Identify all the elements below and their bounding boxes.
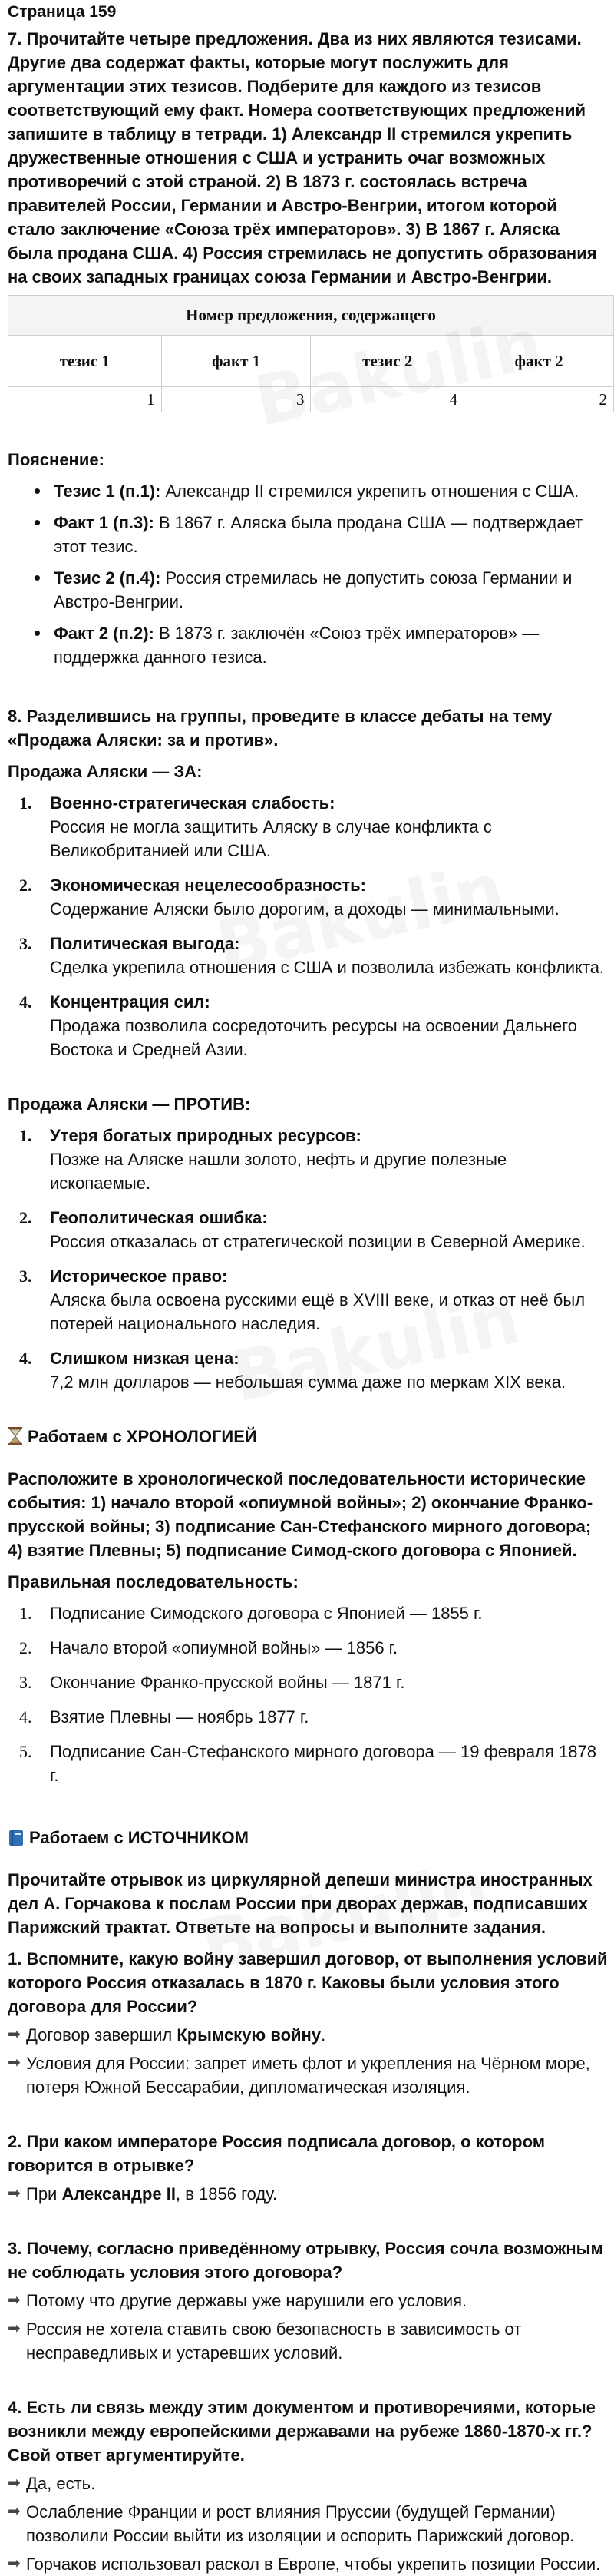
list-item [54,511,608,558]
chronology-section [8,1425,608,1787]
item-number: 1. [19,1604,32,1623]
item-number: 4. [19,992,32,1012]
answer-line: ➡ Ослабление Франции и рост влияния Пруссии (будущей Германии) позволили России выйти из изоляции и оспорить Парижский договор. [8,2500,608,2548]
pro-heading: Продажа Аляски — ЗА: [8,762,203,781]
table-header-cell: факт 2 [464,336,614,387]
list-item [54,566,608,614]
arrow-right-icon: ➡ [8,2320,21,2337]
item-text: Содержание Аляски было дорогим, а доходы — минимальными. [50,899,560,919]
source-task: Прочитайте отрывок из циркулярной депеши министра иностранных дел А. Горчакова к послам России при дворах держав, подписавших Парижский трактат. Ответьте на вопросы и выполните задания. [8,1870,593,1937]
task-7-text: 7. Прочитайте четыре предложения. Два из них являются тезисами. Другие два содержат факты, которые могут послужить для аргументации этих тезисов. Подберите для каждого из тезисов соответствующий ему факт. Номера соответствующих предложений запишите в таблицу в тетради. 1) Александр II стремился укрепить дружественные отношения с США и устранить очаг возможных противоречий с этой страной. 2) В 1873 г. состоялась встреча правителей России, Германии и Австро-Венгрии, итогом которой стало заключение «Союза трёх императоров». 3) В 1867 г. Аляска была продана США. 4) Россия стремилась не допустить образования на своих западных границах союза Германии и Австро-Венгрии. [8,29,597,286]
item-number: 4. [19,1349,32,1368]
item-label: Тезис 2 (п.4): [54,568,161,588]
table-cell: 2 [464,387,614,412]
question-3: 3. Почему, согласно приведённому отрывку, Россия сочла возможным не соблюдать условия этого договора? [8,2239,603,2282]
item-text: Россия не могла защитить Аляску в случае конфликта с Великобританией или США. [50,817,492,860]
item-number: 2. [19,1208,32,1227]
item-number: 3. [19,934,32,953]
item-number: 2. [19,1638,32,1657]
list-item [19,1264,608,1336]
task-8-section [8,704,608,1394]
item-text: Окончание Франко-прусской войны — 1871 г. [50,1673,405,1692]
item-title: Слишком низкая цена: [50,1349,239,1368]
item-text: Позже на Аляске нашли золото, нефть и другие полезные ископаемые. [50,1150,507,1193]
table-header-cell: факт 1 [161,336,311,387]
item-text: Россия стремилась не допустить союза Германии и Австро-Венгрии. [54,568,573,611]
item-title: Историческое право: [50,1266,228,1286]
item-title: Утеря богатых природных ресурсов: [50,1126,361,1145]
table-header-cell: тезис 1 [8,336,162,387]
item-title: Концентрация сил: [50,992,210,1012]
item-text: 7,2 млн долларов — небольшая сумма даже по меркам XIX века. [50,1372,566,1392]
hourglass-icon [8,1427,23,1452]
table-header-cell: тезис 2 [311,336,464,387]
answer-line: ➡ Потому что другие державы уже нарушили его условия. [8,2289,608,2313]
list-item [19,932,608,979]
item-title: Экономическая нецелесообразность: [50,876,366,895]
item-number: 3. [19,1266,32,1286]
item-text: В 1873 г. заключён «Союз трёх императоров» — поддержка данного тезиса. [54,624,540,667]
source-section [8,1826,608,2576]
item-title: Политическая выгода: [50,934,240,953]
list-item [19,1346,608,1394]
list-item [19,1705,608,1729]
item-text: Аляска была освоена русскими ещё в XVIII веке, и отказ от неё был потерей национального наследия. [50,1290,586,1333]
item-number: 1. [19,793,32,813]
list-item [19,1206,608,1253]
item-text: Россия отказалась от стратегической позиции в Северной Америке. [50,1232,586,1251]
task-8-text: 8. Разделившись на группы, проведите в классе дебаты на тему «Продажа Аляски: за и против». [8,707,553,750]
item-number: 5. [19,1742,32,1761]
table-caption: Номер предложения, содержащего [8,296,614,336]
item-text: Сделка укрепила отношения с США и позволила избежать конфликта. [50,958,605,977]
item-label: Факт 1 (п.3): [54,513,154,532]
arrow-right-icon: ➡ [8,2055,21,2071]
list-item [54,479,608,503]
chronology-task: Расположите в хронологической последовательности исторические события: 1) начало второй «опиумной войны»; 2) окончание Франко-прусской войны; 3) подписание Сан-Стефанского мирного договора; 4) взятие Плевны; 5) подписание Симод-ского договора с Японией. [8,1469,593,1560]
item-text: Продажа позволила сосредоточить ресурсы на освоении Дальнего Востока и Средней Азии. [50,1016,577,1059]
item-title: Военно-стратегическая слабость: [50,793,335,813]
arrow-right-icon: ➡ [8,2475,21,2492]
list-item [19,1601,608,1625]
chronology-heading-row [8,1425,608,1452]
table-cell: 3 [161,387,311,412]
item-text: Подписание Симодского договора с Японией — 1855 г. [50,1604,483,1623]
item-number: 2. [19,876,32,895]
table-cell: 1 [8,387,162,412]
contra-list [8,1124,608,1394]
answer-line: ➡ Россия не хотела ставить свою безопасность в зависимость от несправедливых и устаревших условий. [8,2317,608,2365]
page-label: Страница 159 [8,3,117,21]
chronology-heading: Работаем с ХРОНОЛОГИЕЙ [28,1427,257,1446]
pro-list [8,791,608,1061]
answer-line: ➡ Условия для России: запрет иметь флот и укрепления на Чёрном море, потеря Южной Бессарабии, дипломатическая изоляция. [8,2051,608,2099]
item-title: Геополитическая ошибка: [50,1208,268,1227]
arrow-right-icon: ➡ [8,2555,21,2572]
book-icon [8,1829,25,1853]
list-item [19,791,608,863]
answer-line: ➡ При Александре II, в 1856 году. [8,2182,608,2206]
item-number: 4. [19,1707,32,1727]
answer-line: ➡ Договор завершил Крымскую войну. [8,2023,608,2047]
question-2: 2. При каком императоре Россия подписала договор, о котором говорится в отрывке? [8,2132,546,2175]
answer-line: ➡ Горчаков использовал раскол в Европе, чтобы укрепить позиции России. [8,2552,608,2576]
source-heading: Работаем с ИСТОЧНИКОМ [29,1828,249,1847]
source-heading-row [8,1826,608,1853]
list-item [19,873,608,921]
list-item [19,990,608,1061]
contra-heading: Продажа Аляски — ПРОТИВ: [8,1094,251,1114]
arrow-right-icon: ➡ [8,2185,21,2202]
list-item [19,1124,608,1195]
arrow-right-icon: ➡ [8,2503,21,2520]
question-1: 1. Вспомните, какую войну завершил договор, от выполнения условий которого Россия отказалась в 1870 г. Каковы были условия этого договора для России? [8,1949,608,2016]
answer-line: ➡ Да, есть. [8,2472,608,2495]
item-text: В 1867 г. Аляска была продана США — подтверждает этот тезис. [54,513,583,556]
item-label: Факт 2 (п.2): [54,624,154,643]
chronology-answer-heading: Правильная последовательность: [8,1572,299,1591]
chronology-list [8,1601,608,1787]
item-label: Тезис 1 (п.1): [54,482,161,501]
answer-table [8,295,614,412]
list-item [19,1636,608,1660]
arrow-right-icon: ➡ [8,2026,21,2043]
list-item [19,1740,608,1787]
item-number: 3. [19,1673,32,1692]
item-number: 1. [19,1126,32,1145]
list-item [54,621,608,669]
explanation-section [8,448,608,669]
arrow-right-icon: ➡ [8,2292,21,2309]
table-cell: 4 [311,387,464,412]
item-text: Александр II стремился укрепить отношения с США. [160,482,579,501]
explanation-heading: Пояснение: [8,450,104,469]
item-text: Начало второй «опиумной войны» — 1856 г. [50,1638,398,1657]
item-text: Взятие Плевны — ноябрь 1877 г. [50,1707,309,1727]
question-4: 4. Есть ли связь между этим документом и противоречиями, которые возникли между европейскими державами на рубеже 1860-1870-х гг.? Свой ответ аргументируйте. [8,2398,596,2465]
list-item [19,1670,608,1694]
item-text: Подписание Сан-Стефанского мирного договора — 19 февраля 1878 г. [50,1742,596,1785]
explanation-list [8,479,608,669]
